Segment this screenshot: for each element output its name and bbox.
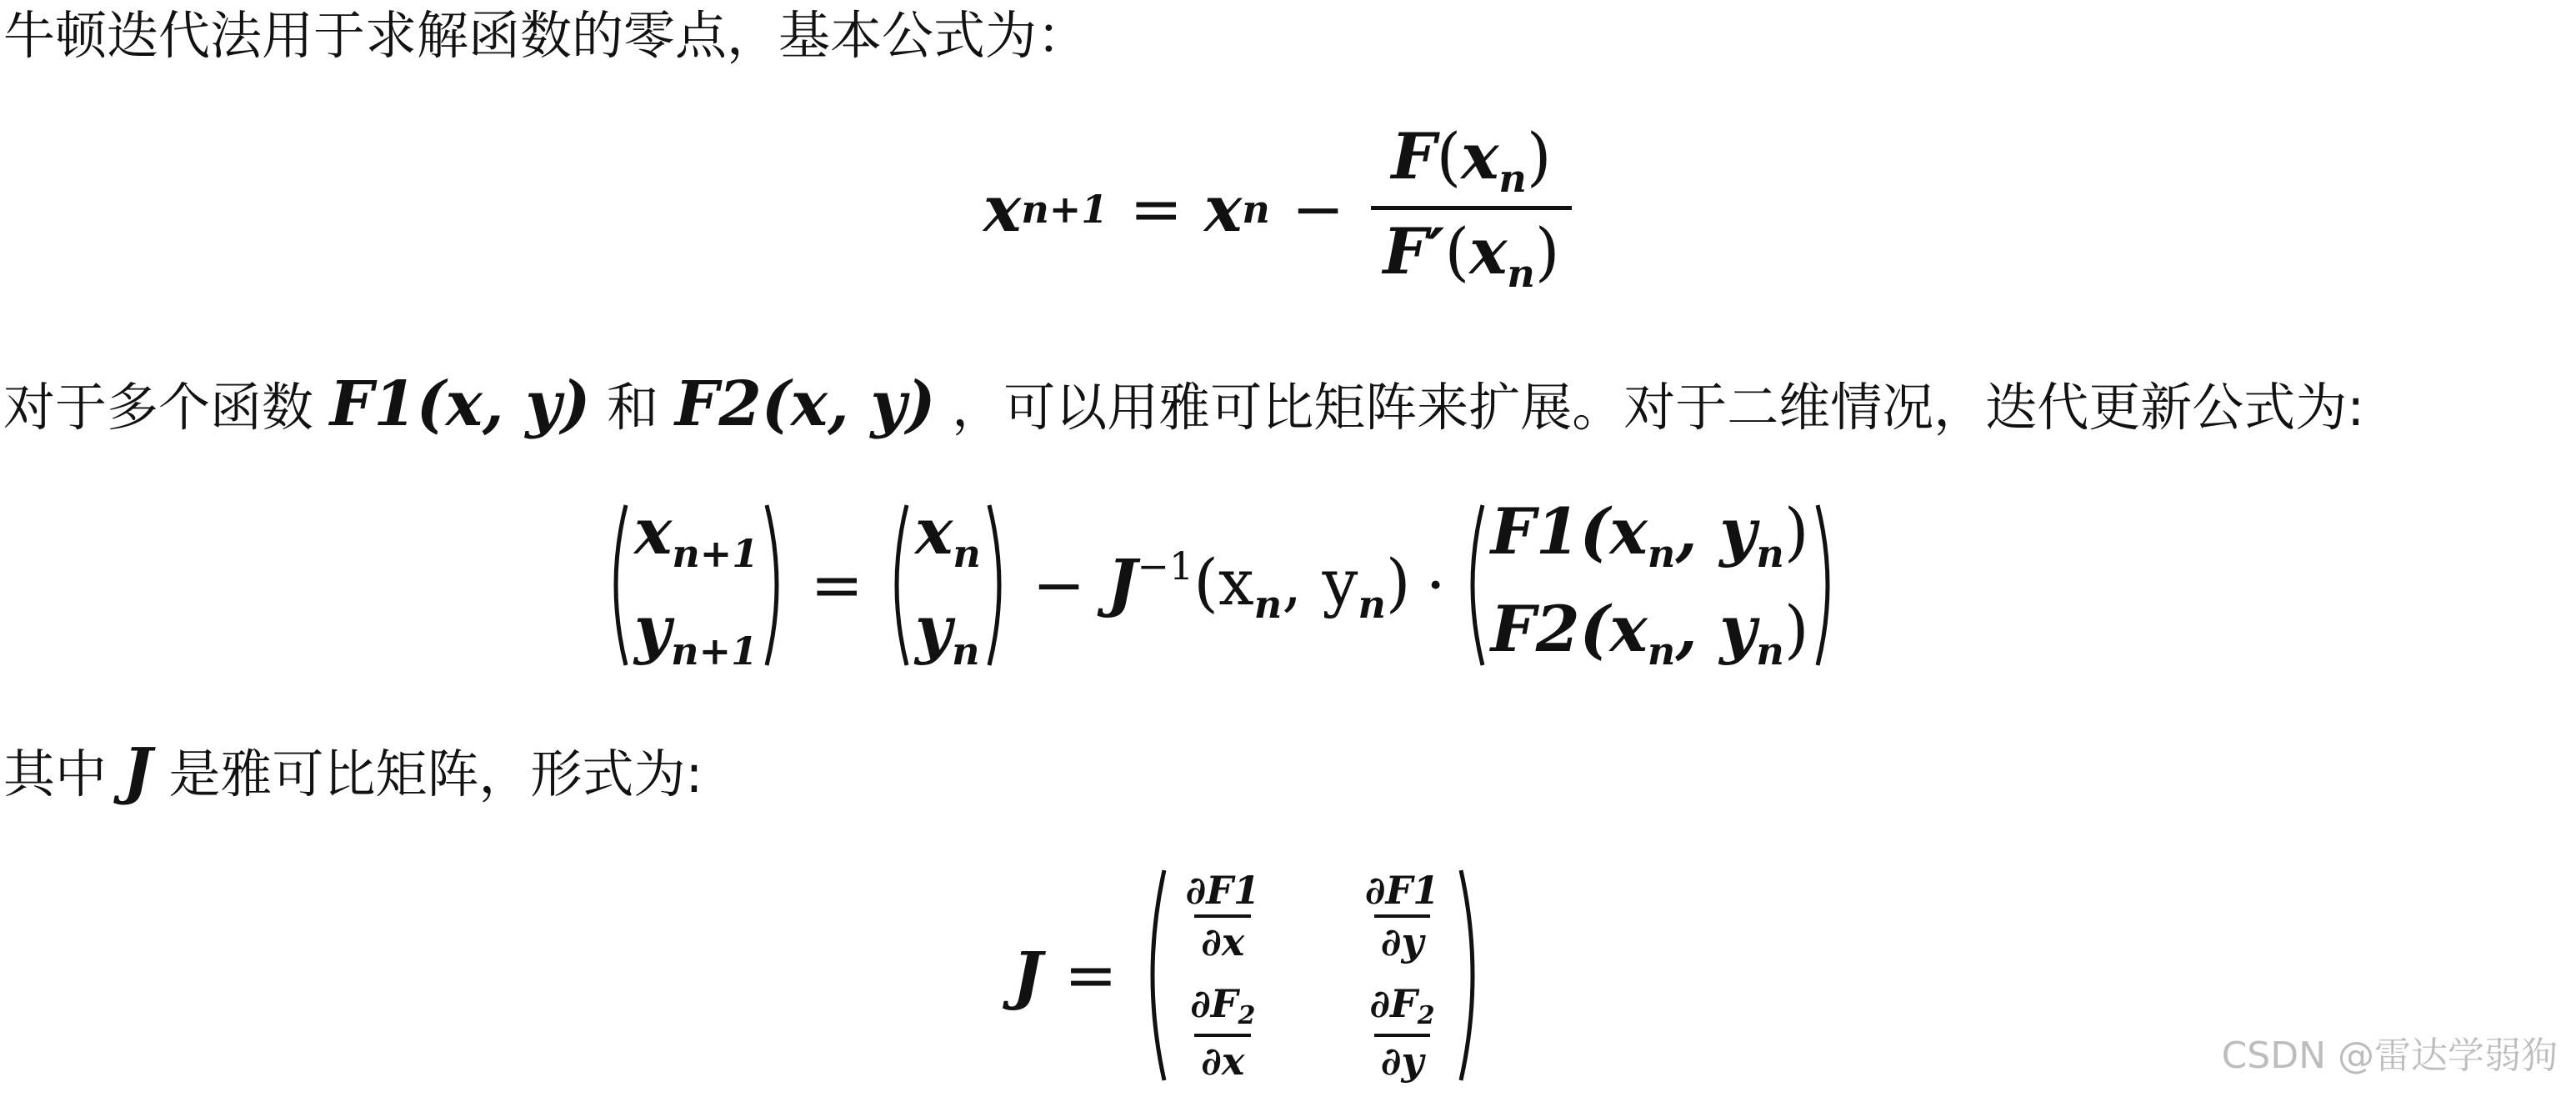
num-function: F <box>1391 119 1437 193</box>
jacobian-symbol: J <box>1107 545 1138 619</box>
right-paren-icon <box>1814 502 1839 669</box>
newton-formula <box>983 119 1577 296</box>
jac-args-open: (x <box>1193 545 1254 619</box>
lhs-bottom <box>634 592 758 674</box>
a11-numerator: ∂F1 <box>1185 867 1260 913</box>
f-top-sub-1: n <box>1647 531 1676 576</box>
f-bottom <box>1490 592 1809 674</box>
partial-f2-dy <box>1358 980 1446 1084</box>
fraction-denominator <box>1371 206 1571 296</box>
a12-denominator: ∂y <box>1374 914 1430 961</box>
left-paren-icon <box>1139 867 1168 1084</box>
num-close-paren: ) <box>1526 119 1552 193</box>
mid-top-sub: n <box>953 531 981 576</box>
mid-bottom <box>915 592 980 674</box>
a22-numerator <box>1363 980 1441 1034</box>
jac-args-sub-1: n <box>1253 582 1283 627</box>
f-bottom-sub-2: n <box>1756 629 1784 674</box>
den-close-paren: ) <box>1534 214 1560 288</box>
a11-denominator: ∂x <box>1194 914 1251 961</box>
para3-text-2: 是雅可比矩阵，形式为: <box>152 744 703 804</box>
jacobian-matrix <box>1179 867 1447 1084</box>
function-f1: F1(x, y) <box>329 368 591 440</box>
num-subscript: n <box>1498 156 1527 201</box>
a22-num-sub: 2 <box>1417 1000 1435 1030</box>
a21-num-text: ∂F <box>1190 980 1238 1026</box>
num-var: x <box>1461 119 1499 193</box>
function-f2: F2(x, y) <box>674 368 936 440</box>
watermark: CSDN @雷达学弱狗 <box>2221 1034 2558 1077</box>
right-paren-icon <box>763 502 788 669</box>
a22-denominator: ∂y <box>1374 1034 1430 1080</box>
equals-sign-3: = <box>1063 938 1118 1012</box>
jacobian-matrix-formula <box>1013 867 1486 1084</box>
equals-sign: = <box>1129 171 1183 246</box>
dot-operator: · <box>1425 548 1446 622</box>
jacobian-lhs: J <box>1013 938 1043 1012</box>
a21-num-sub: 2 <box>1238 1000 1256 1030</box>
equals-sign-2: = <box>810 548 863 622</box>
lhs-top <box>634 494 759 576</box>
newton-fraction <box>1371 119 1571 296</box>
f-bottom-close: ) <box>1783 592 1809 666</box>
minus-sign: − <box>1291 171 1345 246</box>
para2-text-1: 对于多个函数 <box>3 377 330 438</box>
f-top-mid: , y <box>1675 494 1757 569</box>
den-var: x <box>1469 214 1508 288</box>
rhs-subscript: n <box>1242 186 1270 232</box>
a21-denominator: ∂x <box>1194 1034 1251 1080</box>
left-paren-icon <box>604 502 629 669</box>
vector-update-formula <box>604 494 1839 674</box>
partial-f2-dx <box>1179 980 1267 1084</box>
f-top <box>1490 494 1809 576</box>
left-paren-icon <box>1461 502 1486 669</box>
mid-top <box>915 494 981 576</box>
intro-text: 牛顿迭代法用于求解函数的零点，基本公式为： <box>3 5 1089 66</box>
mid-bottom-var: y <box>915 592 953 666</box>
lhs-vector <box>634 494 759 674</box>
lhs-top-var: x <box>634 494 673 569</box>
left-paren-icon <box>885 502 910 669</box>
jacobian-definition-paragraph <box>3 735 703 807</box>
para2-text-2: 和 <box>590 377 675 438</box>
current-vector <box>915 494 981 674</box>
right-paren-icon <box>986 502 1011 669</box>
f-bottom-fn: F2(x <box>1490 592 1648 666</box>
f-bottom-mid: , y <box>1675 592 1757 666</box>
lhs-top-sub: n+1 <box>672 531 759 576</box>
f-bottom-sub-1: n <box>1647 629 1676 674</box>
mid-top-var: x <box>915 494 953 569</box>
lhs-bottom-sub: n+1 <box>671 629 758 674</box>
a12-numerator: ∂F1 <box>1364 867 1440 913</box>
a21-numerator <box>1183 980 1262 1034</box>
jac-args-close: ) <box>1385 545 1411 619</box>
jac-args-mid: , y <box>1282 545 1358 619</box>
a22-num-text: ∂F <box>1369 980 1418 1026</box>
f-top-sub-2: n <box>1756 531 1784 576</box>
f-top-fn: F1(x <box>1490 494 1648 569</box>
function-vector <box>1490 494 1809 674</box>
fraction-numerator <box>1379 119 1563 206</box>
f-top-close: ) <box>1783 494 1809 569</box>
mid-bottom-sub: n <box>952 629 980 674</box>
rhs-var: x <box>1204 171 1243 246</box>
right-paren-icon <box>1458 867 1486 1084</box>
para2-text-3: ，可以用雅可比矩阵来扩展。对于二维情况，迭代更新公式为: <box>935 377 2365 438</box>
lhs-bottom-var: y <box>634 592 672 666</box>
jac-args-sub-2: n <box>1358 582 1386 627</box>
para3-text-1: 其中 <box>3 744 123 804</box>
den-open-paren: ( <box>1444 214 1470 288</box>
inverse-superscript: −1 <box>1137 543 1194 589</box>
partial-f1-dy <box>1358 867 1446 964</box>
den-subscript: n <box>1507 251 1535 296</box>
intro-paragraph <box>3 5 1089 66</box>
minus-sign-2: − <box>1032 548 1086 622</box>
jacobian-symbol-inline: J <box>123 735 153 807</box>
num-open-paren: ( <box>1436 119 1462 193</box>
inverse-jacobian <box>1107 543 1411 627</box>
partial-f1-dx <box>1179 867 1267 964</box>
lhs-var: x <box>983 171 1022 246</box>
den-function: F′ <box>1383 214 1445 288</box>
lhs-subscript: n+1 <box>1021 186 1108 232</box>
jacobian-intro-paragraph <box>3 368 2365 440</box>
